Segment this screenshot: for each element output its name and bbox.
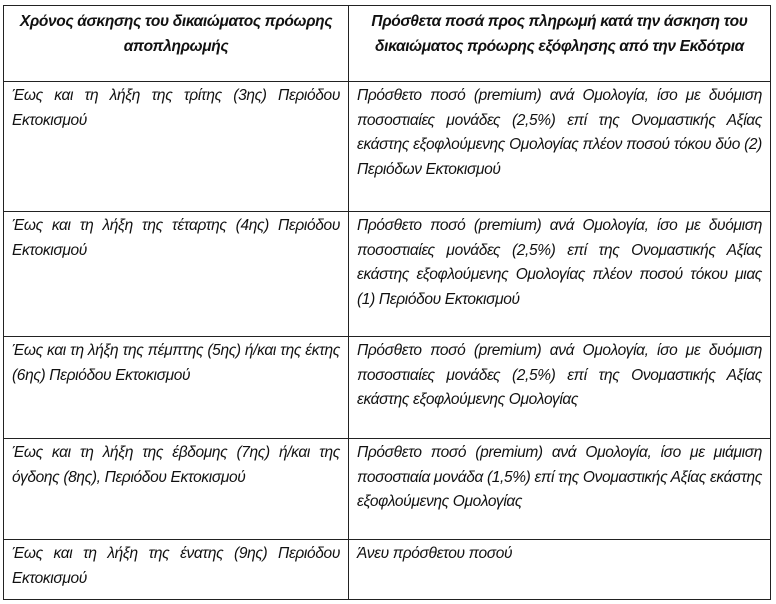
table-row — [4, 540, 771, 600]
amount-cell: Πρόσθετο ποσό (premium) ανά Ομολογία, ίσο με δυόμιση ποσοστιαίες μονάδες (2,5%) επί της Ονομαστικής Αξίας εκάστης εξοφλούμενης Ομολογίας πλέον ποσού τόκου μιας (1) Περιόδου Εκτοκισμού — [349, 212, 771, 337]
period-cell: Έως και τη λήξη της ένατης (9ης) Περιόδου Εκτοκισμού — [4, 540, 349, 600]
header-additional-amounts: Πρόσθετα ποσά προς πληρωμή κατά την άσκηση του δικαιώματος πρόωρης εξόφλησης από την Εκδότρια — [349, 6, 771, 82]
amount-cell: Άνευ πρόσθετου ποσού — [349, 540, 771, 600]
amount-cell: Πρόσθετο ποσό (premium) ανά Ομολογία, ίσο με μιάμιση ποσοστιαία μονάδα (1,5%) επί της Ονομαστικής Αξίας εκάστης εξοφλούμενης Ομολογίας — [349, 439, 771, 540]
header-exercise-time: Χρόνος άσκησης του δικαιώματος πρόωρης αποπληρωμής — [4, 6, 349, 82]
table-row — [4, 439, 771, 540]
table-row — [4, 337, 771, 439]
period-cell: Έως και τη λήξη της τέταρτης (4ης) Περιόδου Εκτοκισμού — [4, 212, 349, 337]
table-row — [4, 212, 771, 337]
table-header-row — [4, 6, 771, 82]
early-repayment-table — [3, 5, 771, 600]
period-cell: Έως και τη λήξη της έβδομης (7ης) ή/και της όγδοης (8ης), Περιόδου Εκτοκισμού — [4, 439, 349, 540]
amount-cell: Πρόσθετο ποσό (premium) ανά Ομολογία, ίσο με δυόμιση ποσοστιαίες μονάδες (2,5%) επί της Ονομαστικής Αξίας εκάστης εξοφλούμενης Ομολογίας — [349, 337, 771, 439]
period-cell: Έως και τη λήξη της πέμπτης (5ης) ή/και της έκτης (6ης) Περιόδου Εκτοκισμού — [4, 337, 349, 439]
table-row — [4, 82, 771, 212]
amount-cell: Πρόσθετο ποσό (premium) ανά Ομολογία, ίσο με δυόμιση ποσοστιαίες μονάδες (2,5%) επί της Ονομαστικής Αξίας εκάστης εξοφλούμενης Ομολογίας πλέον ποσού τόκου δύο (2) Περιόδων Εκτοκισμού — [349, 82, 771, 212]
period-cell: Έως και τη λήξη της τρίτης (3ης) Περιόδου Εκτοκισμού — [4, 82, 349, 212]
